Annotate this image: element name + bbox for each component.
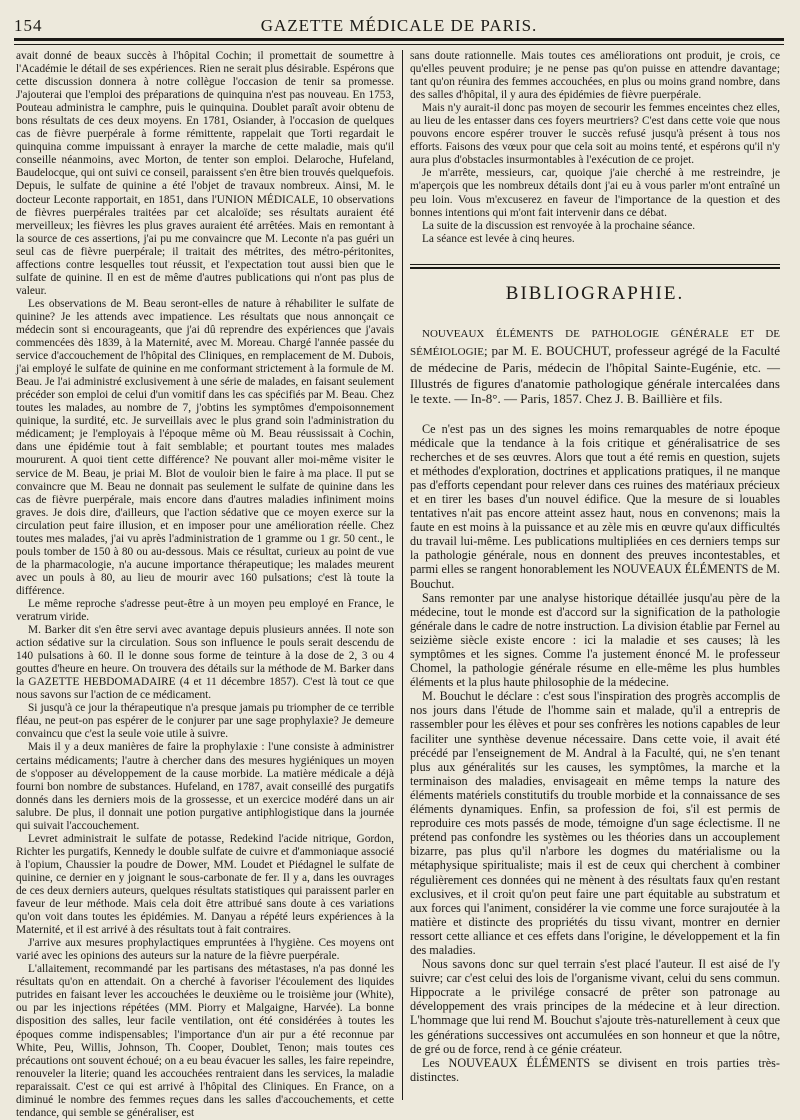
bibliography-paragraph: Les NOUVEAUX ÉLÉMENTS se divisent en trois parties très-distinctes. — [410, 1055, 780, 1084]
left-column-paragraph: M. Barker dit s'en être servi avec avantage depuis plusieurs années. Il note son action sédative sur la circulation. Sous son influence le pouls serait descendu de 140 pulsations à 60. Il le donne sous forme de teinture à la dose de 2, 3 ou 4 gouttes d'heure en heure. On trouvera des détails sur la méthode de M. Barker dans la GAZETTE HEBDOMADAIRE (4 et 11 décembre 1857). C'est là tout ce que nous savons sur l'action de ce médicament. — [16, 624, 394, 702]
bibliography-paragraph: Ce n'est pas un des signes les moins remarquables de notre époque médicale que la tendance à la fois critique et généralisatrice de ses recherches et de ses œuvres. Alors que tout a été remis en question, sujets et méthodes d'exploration, doctrines et applications pratiques, il ne manque pas d'efforts cependant pour relever dans ces ruines des matériaux précieux et en tirer les bases d'un nouvel édifice. Que la mesure de si louables tentatives n'ait pas encore atteint assez haut, nous en convenons; mais la faute en est moins à la puissance et au zèle mis en œuvre qu'aux difficultés du travail lui-même. Les publications multipliées en ces derniers temps sur la pathologie générale, nous en donnent des preuves incontestables, et parmi elles se rangent honorablement les NOUVEAUX ÉLÉMENTS de M. Bouchut. — [410, 421, 780, 591]
column-divider — [402, 50, 403, 1100]
right-column-top — [410, 50, 780, 264]
right-column-paragraph: Je m'arrête, messieurs, car, quoique j'aie cherché à me restreindre, je m'aperçois que les nombreux détails dont j'ai eu à vous parler m'ont entraîné un peu loin. Vous m'excuserez en faveur de l'importance de la question et des bonnes intentions qui m'ont fait intervenir dans ce débat. — [410, 167, 780, 219]
bibliography-column — [410, 325, 780, 1100]
bibliography-paragraph: M. Bouchut le déclare : c'est sous l'inspiration des progrès accomplis de nos jours dans l'étude de l'homme sain et malade, qu'il a entrepris de rassembler pour les élèves et pour ses confrères les notions capables de leur faciliter une synthèse devenue nécessaire. Dans cette voie, il avait été précédé par l'enseignement de M. Andral à la Faculté, qui, ne s'en tenant plus aux généralités sur les causes, les symptômes, la marche et la terminaison des maladies, envisageait en même temps la nature des éléments matériels constitutifs du trouble morbide et la connaissance de ses éléments dynamiques. Enfin, sa profession de foi, s'il est permis de reproduire ces mots passés de mode, témoigne d'un sage éclectisme. Il ne prétend pas confondre les systèmes ou les théories dans un accouplement bizarre, pas plus qu'il n'arbore les dogmes du matérialisme ou la métaphysique spiritualiste; mais il est de ceux qui cherchent à combiner régulièrement ces données qui ne mènent à des résultats faux qu'en restant exclusives, et il croit qu'on peut faire une part équitable au substratum et aux forces qui l'animent, considérer la vie comme une force surajoutée à la matière et distincte des propriétés du tissu vivant, montrer en dernier ressort cette alliance et ces effets dans l'origine, le développement et la fin des maladies. — [410, 689, 780, 957]
right-column-paragraph: La suite de la discussion est renvoyée à la prochaine séance. — [422, 219, 696, 232]
bibliography-paragraph: Sans remonter par une analyse historique détaillée jusqu'au père de la médecine, tout le monde est d'accord sur la signification de la pathologie générale dans le cadre de notre instruction. La division établie par Fernel au seizième siècle existe encore : ici la maladie et ses causes; là les symptômes et les signes. Comme l'a justement énoncé M. le professeur Chomel, la pathologie générale résume en elle-même les plus humbles éléments et la plus haute philosophie de la médecine. — [410, 590, 780, 690]
bibliography-review — [410, 422, 780, 1084]
left-column-paragraph: J'arrive aux mesures prophylactiques empruntées à l'hygiène. Ces moyens ont varié avec les opinions des auteurs sur la nature de la fièvre puerpérale. — [16, 937, 394, 963]
bibliography-heading: BIBLIOGRAPHIE. — [505, 283, 685, 304]
book-details: ; par M. E. BOUCHUT, professeur agrégé de la Faculté de médecine de Paris, médecin de l'hôpital Sainte-Eugénie, etc. — Illustrés de figures d'anatomie pathologique générale intercalées dans le texte. — In-8°. — Paris, 1857. Chez J. B. Baillière et fils. — [410, 342, 780, 406]
left-column — [16, 50, 394, 1119]
book-title: NOUVEAUX ÉLÉMENTS DE PATHOLOGIE GÉNÉRALE ET DE SÉMÉIOLOGIE — [410, 328, 780, 358]
page-header — [14, 12, 784, 38]
left-column-paragraph: Si jusqu'à ce jour la thérapeutique n'a presque jamais pu triompher de ce terrible fléau, ne peut-on pas espérer de le conjurer par une sage prophylaxie? Je demeure convaincu que c'est la seule voie utile à suivre. — [16, 702, 394, 741]
left-column-paragraph: Le même reproche s'adresse peut-être à un moyen peu employé en France, le veratrum viride. — [16, 597, 394, 624]
left-column-paragraph: avait donné de beaux succès à l'hôpital Cochin; il promettait de soumettre à l'Académie le détail de ses expériences. Rien ne serait plus désirable. Espérons que cette discussion donnera à notre collègue l'occasion de tenir sa promesse. J'ajouterai que l'emploi des préparations de quinquina n'est pas nouveau. En 1753, Pouteau administra le camphre, puis le quinquina. Doublet paraît avoir obtenu de bons résultats de ces deux moyens. En 1781, Osiander, à l'occasion de quelques cas de fièvre puerpérale à forme rémittente, rappelait que Torti regardait le quinquina comme impuissant à enrayer la marche de cette maladie, mais qu'il conseille néanmoins, avec Morton, de tenter son emploi. Delaroche, Hufeland, Baudelocque, qui ont suivi ce conseil, paraissent s'en être bien trouvés quelquefois. Depuis, le sulfate de quinine a été l'objet de travaux nombreux. Ainsi, M. le docteur Leconte rapportait, en 1851, dans l'UNION MÉDICALE, 10 observations de fièvres puerpérales traitées par cet alcaloïde; ses résultats auraient été merveilleux; les fièvres les plus graves auraient été arrêtées. Mais en remontant à la source de ces assertions, j'ai pu me convaincre que M. Leconte n'a pas guéri un seul cas de fièvre puerpérale; il traitait des métrites, des métro-péritonites, affections contre lesquelles tout réussit, et l'expectation tout aussi bien que le sulfate de quinine. Il en est de même d'autres publications qui n'ont pas plus de valeur. — [16, 50, 394, 297]
left-column-paragraph: L'allaitement, recommandé par les partisans des métastases, n'a pas donné les résultats qu'on en attendait. On a cherché à favoriser l'écoulement des liquides putrides en faisant lever les accouchées le deuxième ou le troisième jour (White), ou par les injections répétées (MM. Piorry et Malgaigne, Harvée). La bonne disposition des salles, leur facile ventilation, ont été considérées à toutes les époques comme indispensables; l'importance d'un air pur a été reconnue par White, Peu, Willis, Johnson, Th. Cooper, Doublet, Tenon; mais toutes ces précautions ont souvent échoué; on a eu beau évacuer les salles, les faire repeindre, renouveler la literie; quand les accouchées rentraient dans les services, la maladie reparaissait. C'est ce qui est arrivé à l'hôpital des Cliniques. En France, on a diminué le nombre des femmes reçues dans les salles d'accouchements, et cette tendance, qui semble se généraliser, est — [16, 963, 394, 1119]
section-rule-thick — [410, 267, 780, 269]
left-column-paragraph: Levret administrait le sulfate de potasse, Redekind l'acide nitrique, Gordon, Richter les purgatifs, Kennedy le double sulfate de cuivre et d'ammoniaque associé à l'opium, Chaussier la poudre de Dower, MM. Loudet et Piédagnel le sulfate de quinine, ce dernier en y joignant le sous-carbonate de fer. Il y a, dans les ouvrages de ces deux derniers auteurs, quelques résultats statistiques qui paraissent parler en faveur de leur méthode. Mais cela doit être attribué sans doute à ces variations qu'on voit dans toutes les épidémies. M. Danyau a répété leurs expériences à la Maternité, et il est arrivé à des résultats tout à fait contraires. — [16, 832, 394, 937]
section-rule-thin — [410, 264, 780, 265]
left-column-paragraph: Les observations de M. Beau seront-elles de nature à réhabiliter le sulfate de quinine? Je les attends avec impatience. Les résultats que nous annonçait ce médecin sont si encourageants, que j'ai dû reprendre des expériences que j'avais commencées dès 1839, à la Maternité, avec M. Moreau. Chargé l'année passée du service d'accouchement de l'hôpital des Cliniques, en remplacement de M. Dubois, j'ai employé le sulfate de quinine en me conformant strictement à la formule de M. Beau. Je l'ai administré exclusivement à une série de malades, en faisant seulement précéder son emploi de celui d'un vomitif dans les cas spécifiés par M. Beau. Chez toutes les malades, au nombre de 7, j'obtins les symptômes d'empoisonnement quinique, la surdité, etc. Je surveillais avec le plus grand soin l'administration du médicament; je l'employais à l'époque même où M. Beau réussissait à Cochin, dans une épidémie tout à fait semblable; et pourtant toutes mes malades moururent. A quoi tient cette différence? Ne pouvant aller moi-même visiter le service de M. Beau, je priai M. Blot de vouloir bien le faire à ma place. Il put se convaincre que M. Beau ne donnait pas seulement le sulfate de quinine dans les cas de fièvre puerpérale, mais encore dans d'autres maladies infiniment moins graves. Je dois dire, d'ailleurs, que l'action sédative que ce moyen exerce sur la circulation peut faire illusion, et en imposer pour une amélioration réelle. Chez toutes mes malades, j'ai vu après l'administration de 1 gramme ou 1 gr. 50 cent., le pouls tomber de 150 à 80 ou au-dessous. Mais ce résultat, curieux au point de vue de la pharmacologie, n'a aucune importance thérapeutique; les malades meurent avec un pouls à 80, au lieu de mourir avec 160 pulsations; c'est là toute la différence. — [16, 297, 394, 597]
page-number: 154 — [14, 16, 43, 35]
right-column-paragraph: sans doute rationnelle. Mais toutes ces améliorations ont produit, je crois, ce qu'elles peuvent produire; je ne pense pas qu'on puisse en attendre davantage; tant qu'on réunira des femmes accouchées, en plus ou moins grand nombre, dans des salles d'hôpital, il y aura des épidémies de fièvre puerpérale. — [410, 50, 780, 102]
right-column-paragraph: La séance est levée à cinq heures. — [422, 232, 575, 245]
book-reference — [410, 325, 780, 407]
left-column-paragraph: Mais il y a deux manières de faire la prophylaxie : l'une consiste à administrer certains médicaments; l'autre à chercher dans des mesures hygiéniques un moyen de s'opposer au développement de la cause morbide. La matière médicale a déjà fourni bon nombre de substances. Hufeland, en 1787, avait conseillé des purgatifs donnés dans les derniers mois de la grossesse, et un exercice modéré dans un air salubre. De plus, il donnait une potion purgative antiphlogistique dans la journée qui suivait l'accouchement. — [16, 741, 394, 832]
right-column-paragraph: Mais n'y aurait-il donc pas moyen de secourir les femmes enceintes chez elles, au lieu de les entasser dans ces foyers meurtriers? C'est dans cette voie que nous pouvons encore espérer trouver le succès refusé jusqu'à présent à tous nos efforts. Faisons des vœux pour que cela soit au moins tenté, et espérons qu'il n'y aura plus d'obstacles insurmontables à l'exécution de ce projet. — [410, 102, 780, 167]
header-rule-thin — [14, 44, 784, 45]
journal-title: GAZETTE MÉDICALE DE PARIS. — [260, 16, 538, 35]
header-rule-thick — [14, 38, 784, 41]
bibliography-paragraph: Nous savons donc sur quel terrain s'est placé l'auteur. Il est aisé de l'y suivre; car c'est celui des lois de l'organisme vivant, celui du sens commun. Hippocrate a le privilége consacré de prêter son patronage au développement des vrais principes de la médecine et à leur direction. L'hommage que lui rend M. Bouchut s'ajoute très-naturellement à ceux que les générations successives ont accumulées en son honneur et que la nôtre, de gré ou de force, rend à ce génie créateur. — [410, 957, 780, 1056]
